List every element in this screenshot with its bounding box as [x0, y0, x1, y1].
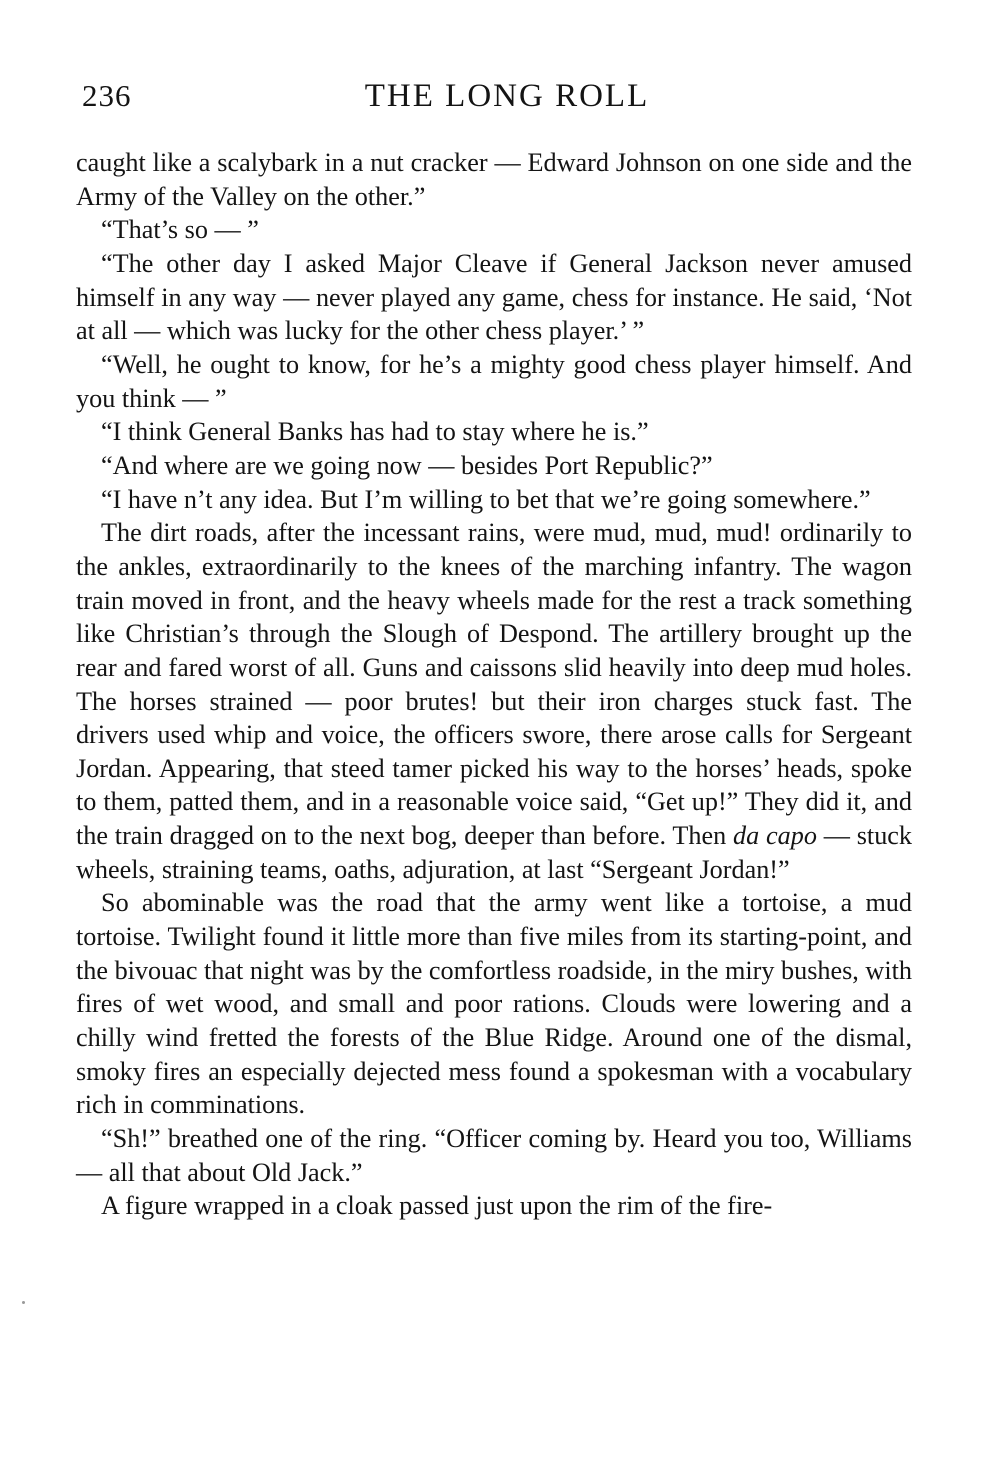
paragraph-text: — stuck wheels, straining teams, oaths, adjuration, at last “Sergeant Jordan!” — [76, 821, 913, 884]
paragraph: A figure wrapped in a cloak passed just upon the rim of the fire- — [101, 1191, 773, 1221]
paragraph — [76, 516, 912, 886]
running-head — [82, 78, 922, 118]
paragraph: “And where are we going now — besides Port Republic?” — [101, 450, 713, 480]
paragraph: “Well, he ought to know, for he’s a mighty good chess player himself. And you think — ” — [76, 349, 912, 413]
paragraph: So abominable was the road that the army went like a tortoise, a mud tortoise. Twilight found it little more than five miles from its starting-point, and the bivouac that night was by the comfortless roadside, in the miry bushes, with fires of wet wood, and small and poor rations. Clouds were lowering and a chilly wind fretted the forests of the Blue Ridge. Around one of the dismal, smoky fires an especially dejected mess found a spokesman with a vocabulary rich in comminations. — [76, 888, 912, 1120]
page-number: 236 — [82, 78, 132, 113]
body-text — [76, 146, 912, 1223]
paragraph-text: The dirt roads, after the incessant rains, were mud, mud, mud! ordinarily to the ankles, extraordinarily to the knees of the marching infantry. The wagon train moved in front, and the heavy wheels made for the rest a track something like Christian’s through the Slough of Despond. The artillery brought up the rear and fared worst of all. Guns and caissons slid heavily into deep mud holes. The horses strained — poor brutes! but their iron charges stuck fast. The drivers used whip and voice, the officers swore, there arose calls for Sergeant Jordan. Appearing, that steed tamer picked his way to the horses’ heads, spoke to them, patted them, and in a reasonable voice said, “Get up!” They did it, and the train dragged on to the next bog, deeper than before. Then — [76, 518, 912, 851]
paragraph: “That’s so — ” — [101, 215, 259, 245]
paragraph: “The other day I asked Major Cleave if General Jackson never amused himself in any way — never played any game, chess for instance. He said, ‘Not at all — which was lucky for the other chess player.’ ” — [76, 248, 912, 346]
paragraph: “I think General Banks has had to stay where he is.” — [101, 417, 649, 447]
paragraph-continuation: caught like a scalybark in a nut cracker — Edward Johnson on one side and the Army of the Valley on the other.” — [76, 148, 912, 211]
stray-mark — [22, 1301, 25, 1304]
paragraph: “Sh!” breathed one of the ring. “Officer coming by. Heard you too, Williams — all that about Old Jack.” — [76, 1124, 912, 1187]
italic-phrase: da capo — [733, 821, 817, 851]
paragraph: “I have n’t any idea. But I’m willing to bet that we’re going somewhere.” — [101, 484, 871, 514]
running-title: THE LONG ROLL — [364, 78, 650, 114]
